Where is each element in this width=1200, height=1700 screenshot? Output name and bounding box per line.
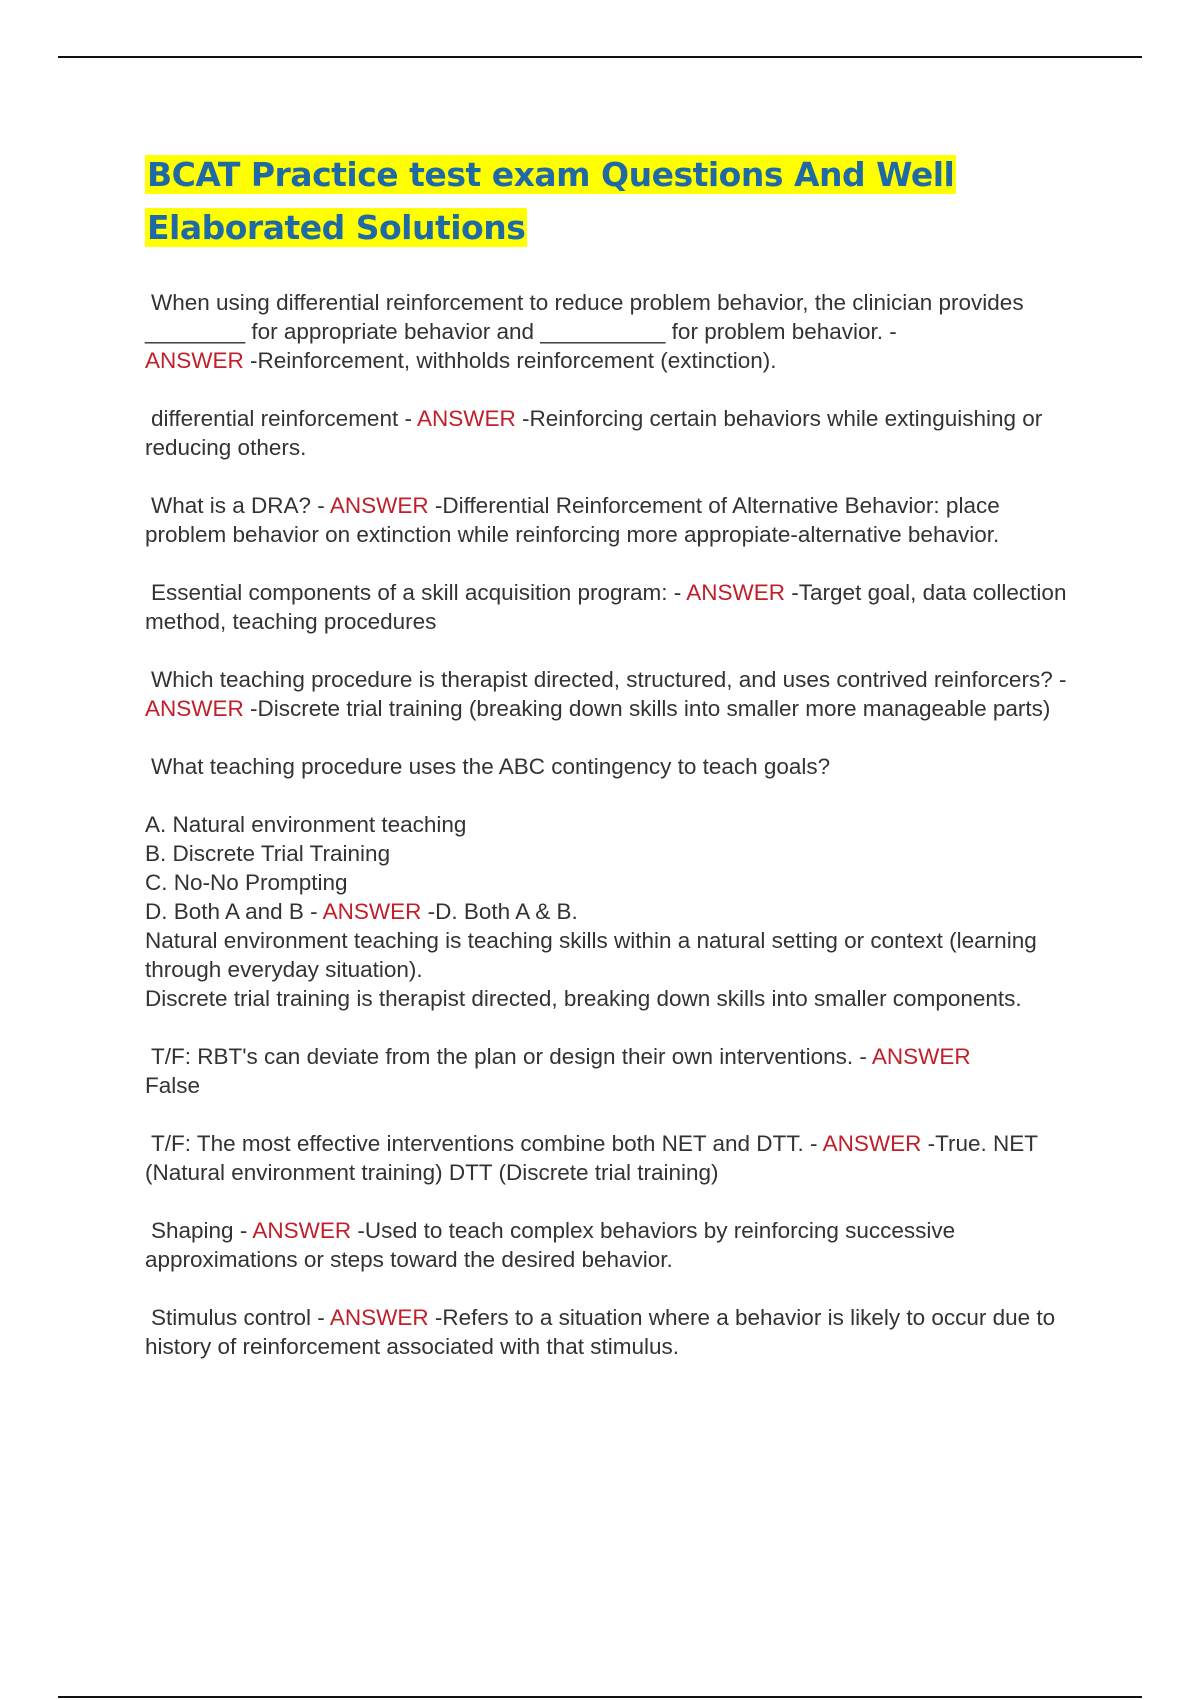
- answer-label: ANSWER: [329, 1305, 429, 1330]
- top-rule: [58, 56, 1142, 58]
- qa-item: differential reinforcement - ANSWER -Reinforcing certain behaviors while extinguishing or reducing others.: [145, 406, 1043, 460]
- mc-option-last: D. Both A and B - ANSWER -D. Both A & B.: [145, 899, 578, 924]
- answer-label: ANSWER: [686, 580, 786, 605]
- answer-label: ANSWER: [871, 1044, 971, 1069]
- mc-option: C. No-No Prompting: [145, 870, 348, 895]
- mc-options: [145, 810, 1085, 1013]
- answer-label: ANSWER: [145, 348, 244, 373]
- qa-item: Which teaching procedure is therapist directed, structured, and uses contrived reinforcers? - ANSWER -Discrete trial training (breaking down skills into smaller more manageable parts): [145, 667, 1067, 721]
- answer-label: ANSWER: [322, 899, 422, 924]
- qa-item: Stimulus control - ANSWER -Refers to a situation where a behavior is likely to occur due to history of reinforcement associated with that stimulus.: [145, 1305, 1056, 1359]
- qa-item: What is a DRA? - ANSWER -Differential Reinforcement of Alternative Behavior: place problem behavior on extinction while reinforcing more appropiate-alternative behavior.: [145, 493, 1000, 547]
- answer-label: ANSWER: [329, 493, 429, 518]
- mc-explanation: Natural environment teaching is teaching skills within a natural setting or context (learning through everyday situation).: [145, 928, 1037, 982]
- answer-label: ANSWER: [252, 1218, 352, 1243]
- mc-option: A. Natural environment teaching: [145, 812, 467, 837]
- qa-item: Essential components of a skill acquisition program: - ANSWER -Target goal, data collection method, teaching procedures: [145, 580, 1067, 634]
- document-body: [145, 148, 1085, 1390]
- qa-item: T/F: RBT's can deviate from the plan or design their own interventions. - ANSWER False: [145, 1044, 971, 1098]
- qa-item: Shaping - ANSWER -Used to teach complex behaviors by reinforcing successive approximations or steps toward the desired behavior.: [145, 1218, 956, 1272]
- bottom-rule: [58, 1696, 1142, 1698]
- mc-explanation: Discrete trial training is therapist directed, breaking down skills into smaller components.: [145, 986, 1022, 1011]
- answer-label: ANSWER: [416, 406, 516, 431]
- mc-question-stem: What teaching procedure uses the ABC contingency to teach goals?: [151, 754, 831, 779]
- document-title: BCAT Practice test exam Questions And Well Elaborated Solutions: [147, 155, 955, 247]
- answer-label: ANSWER: [822, 1131, 922, 1156]
- answer-label: ANSWER: [145, 696, 244, 721]
- mc-option: B. Discrete Trial Training: [145, 841, 391, 866]
- qa-item: T/F: The most effective interventions combine both NET and DTT. - ANSWER -True. NET (Natural environment training) DTT (Discrete trial training): [145, 1131, 1038, 1185]
- qa-item: When using differential reinforcement to reduce problem behavior, the clinician provides ________ for appropriate behavior and __________ for problem behavior. - ANSWER -Reinforcement, withholds reinforcement (extinction).: [145, 290, 1024, 373]
